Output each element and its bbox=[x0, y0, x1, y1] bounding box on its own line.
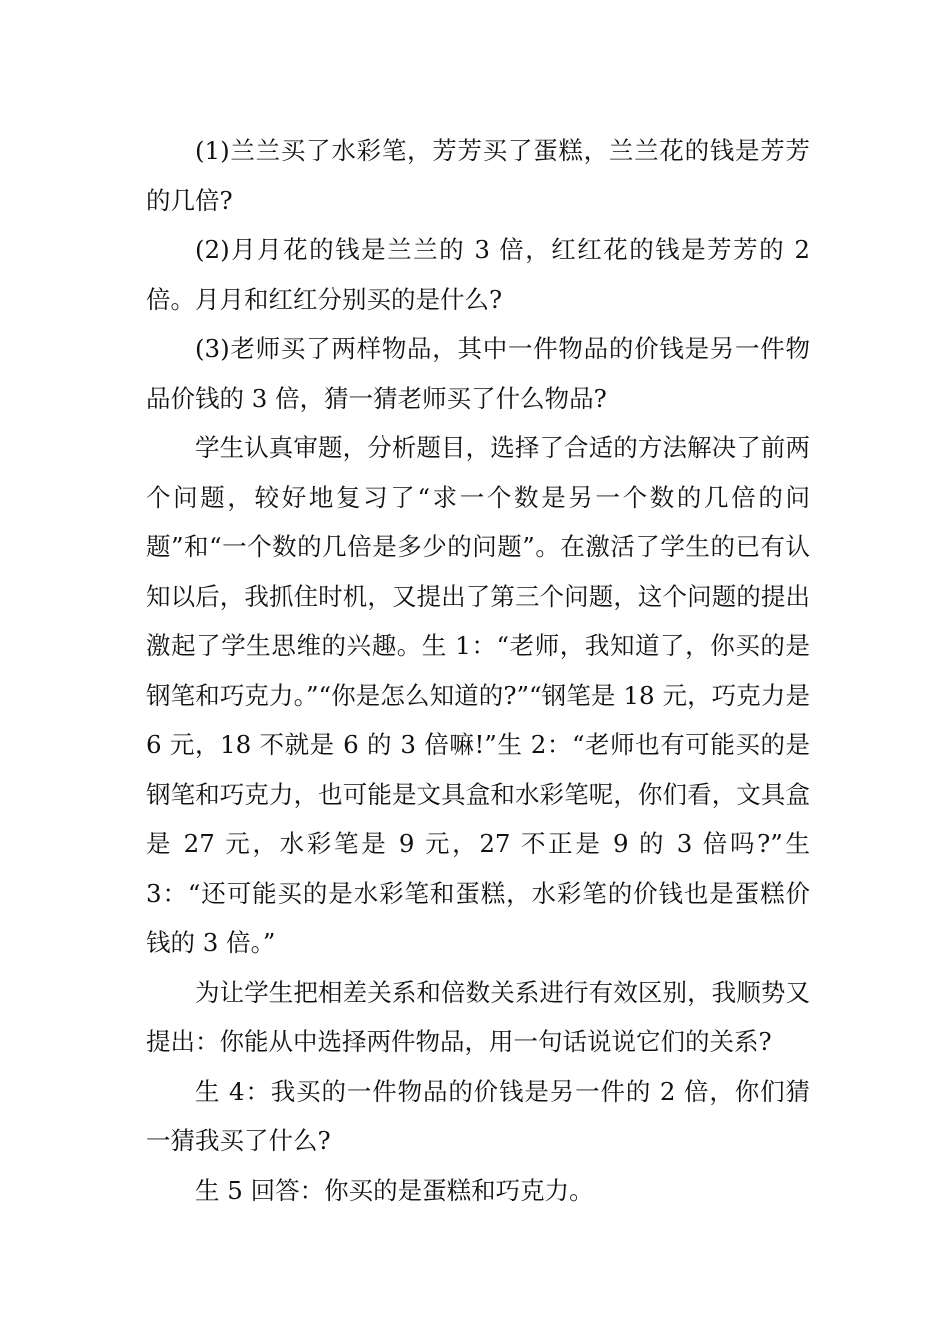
teacher-prompt-paragraph: 为让学生把相差关系和倍数关系进行有效区别，我顺势又提出：你能从中选择两件物品，用一句话说说它们的关系? bbox=[146, 977, 810, 1056]
body-text bbox=[146, 126, 810, 1215]
question-1-paragraph: (1)兰兰买了水彩笔，芳芳买了蛋糕，兰兰花的钱是芳芳的几倍? bbox=[146, 136, 810, 215]
question-2-paragraph: (2)月月花的钱是兰兰的 3 倍，红红花的钱是芳芳的 2 倍。月月和红红分别买的是什么? bbox=[146, 235, 810, 314]
student-4-paragraph: 生 4：我买的一件物品的价钱是另一件的 2 倍，你们猜一猜我买了什么? bbox=[146, 1076, 810, 1155]
question-3-paragraph: (3)老师买了两样物品，其中一件物品的价钱是另一件物品价钱的 3 倍，猜一猜老师买了什么物品? bbox=[146, 334, 810, 413]
student-5-paragraph: 生 5 回答：你买的是蛋糕和巧克力。 bbox=[195, 1175, 594, 1205]
discussion-paragraph: 学生认真审题，分析题目，选择了合适的方法解决了前两个问题，较好地复习了“求一个数是另一个数的几倍的问题”和“一个数的几倍是多少的问题”。在激活了学生的已有认知以后，我抓住时机，又提出了第三个问题，这个问题的提出激起了学生思维的兴趣。生 1：“老师，我知道了，你买的是钢笔和巧克力。”“你是怎么知道的?”“钢笔是 18 元，巧克力是 6 元，18 不就是 6 的 3 倍嘛!”生 2：“老师也有可能买的是钢笔和巧克力，也可能是文具盒和水彩笔呢，你们看，文具盒是 27 元，水彩笔是 9 元，27 不正是 9 的 3 倍吗?”生 3：“还可能买的是水彩笔和蛋糕，水彩笔的价钱也是蛋糕价钱的 3 倍。” bbox=[146, 433, 810, 957]
